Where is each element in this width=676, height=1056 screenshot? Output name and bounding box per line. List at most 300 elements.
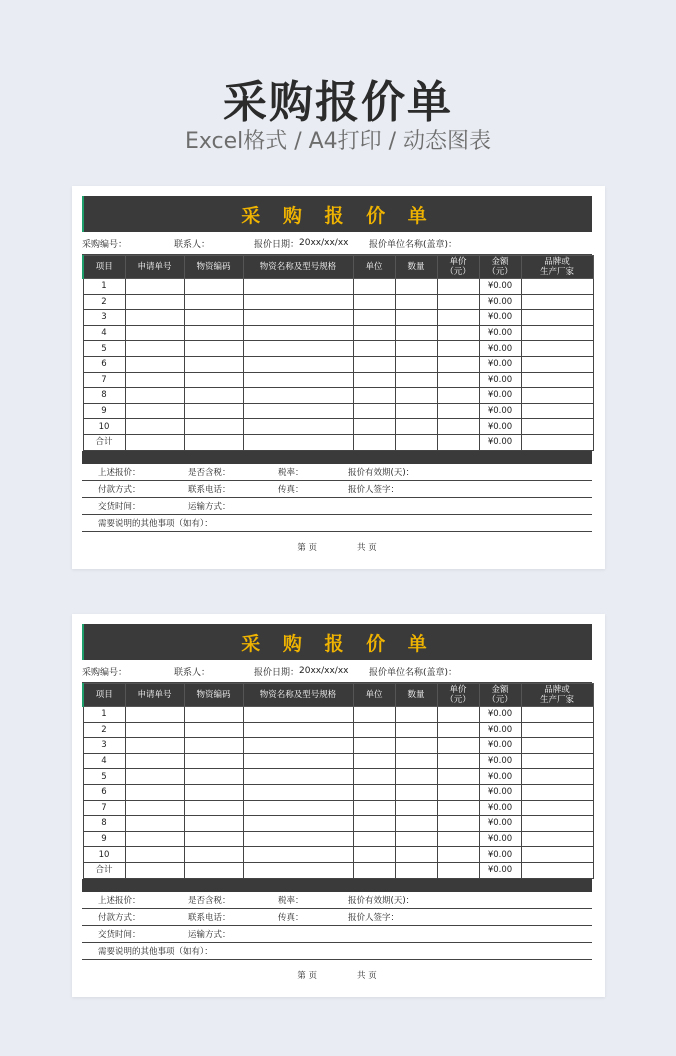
empty-cell[interactable] — [125, 356, 184, 372]
empty-cell[interactable] — [395, 325, 437, 341]
empty-cell[interactable] — [395, 403, 437, 419]
item-cell[interactable]: 3 — [83, 738, 125, 754]
item-cell[interactable]: 合计 — [83, 862, 125, 878]
empty-cell[interactable] — [521, 816, 593, 832]
empty-cell[interactable] — [184, 738, 243, 754]
item-cell[interactable]: 8 — [83, 816, 125, 832]
amount-cell[interactable]: ¥0.00 — [479, 356, 521, 372]
other-notes-label: 需要说明的其他事项（如有）： — [98, 946, 213, 957]
empty-cell[interactable] — [184, 434, 243, 450]
item-cell[interactable]: 8 — [83, 388, 125, 404]
empty-cell[interactable] — [353, 310, 395, 326]
item-cell[interactable]: 3 — [83, 310, 125, 326]
empty-cell[interactable] — [125, 325, 184, 341]
item-cell[interactable]: 9 — [83, 831, 125, 847]
info-row-quote — [82, 464, 592, 481]
quote-table — [82, 255, 594, 451]
empty-cell[interactable] — [437, 372, 479, 388]
table-row — [83, 722, 593, 738]
empty-cell[interactable] — [437, 722, 479, 738]
column-header: 金额 （元） — [479, 256, 521, 279]
empty-cell[interactable] — [184, 831, 243, 847]
item-cell[interactable]: 4 — [83, 325, 125, 341]
validity-label: 报价有效期(天)： — [348, 895, 415, 906]
empty-cell[interactable] — [184, 310, 243, 326]
empty-cell[interactable] — [521, 738, 593, 754]
empty-cell[interactable] — [125, 310, 184, 326]
empty-cell[interactable] — [243, 403, 353, 419]
column-header: 单价 （元） — [437, 684, 479, 707]
empty-cell[interactable] — [243, 722, 353, 738]
empty-cell[interactable] — [521, 707, 593, 723]
amount-cell[interactable]: ¥0.00 — [479, 800, 521, 816]
empty-cell[interactable] — [243, 341, 353, 357]
contact-label: 联系人： — [174, 667, 211, 678]
quote-date-label: 报价日期： — [254, 667, 300, 678]
amount-cell[interactable]: ¥0.00 — [479, 341, 521, 357]
empty-cell[interactable] — [243, 738, 353, 754]
empty-cell[interactable] — [184, 707, 243, 723]
empty-cell[interactable] — [395, 862, 437, 878]
empty-cell[interactable] — [521, 388, 593, 404]
empty-cell[interactable] — [437, 325, 479, 341]
amount-cell[interactable]: ¥0.00 — [479, 753, 521, 769]
amount-cell[interactable]: ¥0.00 — [479, 419, 521, 435]
item-cell[interactable]: 9 — [83, 403, 125, 419]
amount-cell[interactable]: ¥0.00 — [479, 279, 521, 295]
column-header: 物资名称及型号规格 — [243, 256, 353, 279]
page-current: 第 页 — [297, 970, 317, 981]
company-label: 报价单位名称(盖章)： — [369, 239, 458, 250]
empty-cell[interactable] — [395, 722, 437, 738]
info-row-payment — [82, 481, 592, 498]
delivery-time-label: 交货时间： — [98, 501, 141, 512]
empty-cell[interactable] — [184, 769, 243, 785]
empty-cell[interactable] — [243, 434, 353, 450]
amount-cell[interactable]: ¥0.00 — [479, 816, 521, 832]
empty-cell[interactable] — [521, 722, 593, 738]
empty-cell[interactable] — [184, 784, 243, 800]
empty-cell[interactable] — [353, 419, 395, 435]
page-footer — [82, 960, 592, 990]
empty-cell[interactable] — [353, 800, 395, 816]
page-footer — [82, 532, 592, 562]
page-total: 共 页 — [357, 542, 377, 553]
empty-cell[interactable] — [353, 862, 395, 878]
amount-cell[interactable]: ¥0.00 — [479, 769, 521, 785]
section-divider — [82, 879, 592, 892]
empty-cell[interactable] — [125, 294, 184, 310]
empty-cell[interactable] — [437, 800, 479, 816]
table-row — [83, 325, 593, 341]
empty-cell[interactable] — [125, 434, 184, 450]
empty-cell[interactable] — [437, 434, 479, 450]
quote-date-value: 20xx/xx/xx — [299, 238, 349, 248]
empty-cell[interactable] — [243, 784, 353, 800]
empty-cell[interactable] — [437, 356, 479, 372]
item-cell[interactable]: 7 — [83, 372, 125, 388]
empty-cell[interactable] — [125, 722, 184, 738]
empty-cell[interactable] — [184, 753, 243, 769]
table-row — [83, 419, 593, 435]
column-header: 数量 — [395, 256, 437, 279]
column-header: 申请单号 — [125, 684, 184, 707]
quote-form — [82, 196, 592, 562]
empty-cell[interactable] — [125, 847, 184, 863]
empty-cell[interactable] — [395, 434, 437, 450]
empty-cell[interactable] — [243, 372, 353, 388]
empty-cell[interactable] — [437, 738, 479, 754]
item-cell[interactable]: 2 — [83, 722, 125, 738]
empty-cell[interactable] — [353, 707, 395, 723]
amount-cell[interactable]: ¥0.00 — [479, 707, 521, 723]
empty-cell[interactable] — [521, 831, 593, 847]
empty-cell[interactable] — [395, 388, 437, 404]
empty-cell[interactable] — [243, 325, 353, 341]
empty-cell[interactable] — [125, 419, 184, 435]
quote-table — [82, 683, 594, 879]
table-row — [83, 707, 593, 723]
amount-cell[interactable]: ¥0.00 — [479, 434, 521, 450]
item-cell[interactable]: 7 — [83, 800, 125, 816]
empty-cell[interactable] — [243, 419, 353, 435]
empty-cell[interactable] — [125, 372, 184, 388]
empty-cell[interactable] — [521, 419, 593, 435]
empty-cell[interactable] — [184, 847, 243, 863]
item-cell[interactable]: 1 — [83, 279, 125, 295]
empty-cell[interactable] — [437, 294, 479, 310]
empty-cell[interactable] — [184, 279, 243, 295]
empty-cell[interactable] — [395, 707, 437, 723]
empty-cell[interactable] — [437, 419, 479, 435]
table-row — [83, 831, 593, 847]
info-row-quote — [82, 892, 592, 909]
item-cell[interactable]: 1 — [83, 707, 125, 723]
empty-cell[interactable] — [437, 279, 479, 295]
empty-cell[interactable] — [437, 388, 479, 404]
quote-date-label: 报价日期： — [254, 239, 300, 250]
empty-cell[interactable] — [395, 279, 437, 295]
empty-cell[interactable] — [437, 707, 479, 723]
table-row — [83, 279, 593, 295]
empty-cell[interactable] — [395, 419, 437, 435]
info-row-other — [82, 515, 592, 532]
amount-cell[interactable]: ¥0.00 — [479, 403, 521, 419]
empty-cell[interactable] — [243, 753, 353, 769]
empty-cell[interactable] — [184, 722, 243, 738]
empty-cell[interactable] — [243, 847, 353, 863]
column-header: 数量 — [395, 684, 437, 707]
table-body — [83, 279, 593, 451]
empty-cell[interactable] — [243, 294, 353, 310]
table-header-row — [83, 256, 593, 279]
empty-cell[interactable] — [437, 341, 479, 357]
info-row-payment — [82, 909, 592, 926]
quote-sheet-2 — [72, 614, 605, 997]
item-cell[interactable]: 6 — [83, 356, 125, 372]
empty-cell[interactable] — [395, 816, 437, 832]
empty-cell[interactable] — [125, 753, 184, 769]
table-row — [83, 356, 593, 372]
empty-cell[interactable] — [353, 753, 395, 769]
table-body — [83, 707, 593, 879]
empty-cell[interactable] — [243, 310, 353, 326]
phone-label: 联系电话： — [188, 912, 231, 923]
column-header: 品牌或 生产厂家 — [521, 256, 593, 279]
table-row — [83, 769, 593, 785]
column-header: 物资编码 — [184, 684, 243, 707]
empty-cell[interactable] — [395, 310, 437, 326]
empty-cell[interactable] — [395, 831, 437, 847]
empty-cell[interactable] — [184, 403, 243, 419]
column-header: 项目 — [83, 684, 125, 707]
empty-cell[interactable] — [243, 356, 353, 372]
item-cell[interactable]: 4 — [83, 753, 125, 769]
tax-rate-label: 税率： — [278, 895, 304, 906]
table-row — [83, 816, 593, 832]
fax-label: 传真： — [278, 912, 304, 923]
quote-above-label: 上述报价： — [98, 467, 141, 478]
empty-cell[interactable] — [353, 831, 395, 847]
empty-cell[interactable] — [395, 769, 437, 785]
empty-cell[interactable] — [521, 403, 593, 419]
amount-cell[interactable]: ¥0.00 — [479, 294, 521, 310]
amount-cell[interactable]: ¥0.00 — [479, 831, 521, 847]
empty-cell[interactable] — [353, 403, 395, 419]
empty-cell[interactable] — [395, 738, 437, 754]
empty-cell[interactable] — [125, 769, 184, 785]
column-header: 物资编码 — [184, 256, 243, 279]
item-cell[interactable]: 2 — [83, 294, 125, 310]
empty-cell[interactable] — [353, 341, 395, 357]
amount-cell[interactable]: ¥0.00 — [479, 372, 521, 388]
form-meta-row — [82, 232, 592, 255]
empty-cell[interactable] — [437, 847, 479, 863]
empty-cell[interactable] — [395, 372, 437, 388]
empty-cell[interactable] — [243, 800, 353, 816]
table-row — [83, 294, 593, 310]
empty-cell[interactable] — [437, 862, 479, 878]
form-meta-row — [82, 660, 592, 683]
column-header: 金额 （元） — [479, 684, 521, 707]
other-notes-label: 需要说明的其他事项（如有）： — [98, 518, 213, 529]
table-row — [83, 372, 593, 388]
empty-cell[interactable] — [125, 707, 184, 723]
item-cell[interactable]: 10 — [83, 847, 125, 863]
payment-label: 付款方式： — [98, 484, 141, 495]
table-row — [83, 753, 593, 769]
empty-cell[interactable] — [353, 325, 395, 341]
company-label: 报价单位名称(盖章)： — [369, 667, 458, 678]
empty-cell[interactable] — [353, 738, 395, 754]
hero-title: 采购报价单 — [223, 77, 453, 128]
empty-cell[interactable] — [395, 800, 437, 816]
phone-label: 联系电话： — [188, 484, 231, 495]
table-row — [83, 862, 593, 878]
empty-cell[interactable] — [184, 372, 243, 388]
column-header: 项目 — [83, 256, 125, 279]
empty-cell[interactable] — [437, 753, 479, 769]
empty-cell[interactable] — [125, 784, 184, 800]
empty-cell[interactable] — [353, 816, 395, 832]
shipping-label: 运输方式： — [188, 501, 231, 512]
empty-cell[interactable] — [521, 753, 593, 769]
table-row — [83, 388, 593, 404]
empty-cell[interactable] — [243, 279, 353, 295]
empty-cell[interactable] — [125, 816, 184, 832]
empty-cell[interactable] — [184, 294, 243, 310]
column-header: 品牌或 生产厂家 — [521, 684, 593, 707]
purchase-no-label: 采购编号： — [82, 667, 128, 678]
empty-cell[interactable] — [437, 310, 479, 326]
amount-cell[interactable]: ¥0.00 — [479, 784, 521, 800]
empty-cell[interactable] — [125, 738, 184, 754]
quote-date-value: 20xx/xx/xx — [299, 666, 349, 676]
empty-cell[interactable] — [353, 279, 395, 295]
empty-cell[interactable] — [353, 434, 395, 450]
empty-cell[interactable] — [395, 753, 437, 769]
empty-cell[interactable] — [184, 356, 243, 372]
empty-cell[interactable] — [243, 388, 353, 404]
empty-cell[interactable] — [521, 372, 593, 388]
empty-cell[interactable] — [521, 294, 593, 310]
empty-cell[interactable] — [243, 707, 353, 723]
amount-cell[interactable]: ¥0.00 — [479, 388, 521, 404]
empty-cell[interactable] — [353, 847, 395, 863]
shipping-label: 运输方式： — [188, 929, 231, 940]
empty-cell[interactable] — [353, 784, 395, 800]
amount-cell[interactable]: ¥0.00 — [479, 738, 521, 754]
empty-cell[interactable] — [521, 769, 593, 785]
empty-cell[interactable] — [521, 356, 593, 372]
amount-cell[interactable]: ¥0.00 — [479, 862, 521, 878]
empty-cell[interactable] — [243, 831, 353, 847]
empty-cell[interactable] — [353, 769, 395, 785]
empty-cell[interactable] — [521, 325, 593, 341]
page-current: 第 页 — [297, 542, 317, 553]
empty-cell[interactable] — [243, 862, 353, 878]
tax-included-label: 是否含税： — [188, 895, 231, 906]
empty-cell[interactable] — [184, 862, 243, 878]
table-row — [83, 310, 593, 326]
empty-cell[interactable] — [395, 784, 437, 800]
table-row — [83, 738, 593, 754]
empty-cell[interactable] — [184, 388, 243, 404]
item-cell[interactable]: 6 — [83, 784, 125, 800]
empty-cell[interactable] — [521, 784, 593, 800]
item-cell[interactable]: 5 — [83, 769, 125, 785]
table-row — [83, 341, 593, 357]
page-total: 共 页 — [357, 970, 377, 981]
empty-cell[interactable] — [125, 831, 184, 847]
column-header: 单价 （元） — [437, 256, 479, 279]
empty-cell[interactable] — [521, 279, 593, 295]
signature-label: 报价人签字： — [348, 912, 400, 923]
purchase-no-label: 采购编号： — [82, 239, 128, 250]
empty-cell[interactable] — [521, 800, 593, 816]
empty-cell[interactable] — [437, 784, 479, 800]
table-row — [83, 847, 593, 863]
column-header: 单位 — [353, 256, 395, 279]
empty-cell[interactable] — [243, 769, 353, 785]
empty-cell[interactable] — [184, 800, 243, 816]
signature-label: 报价人签字： — [348, 484, 400, 495]
empty-cell[interactable] — [353, 388, 395, 404]
empty-cell[interactable] — [521, 434, 593, 450]
table-row — [83, 800, 593, 816]
amount-cell[interactable]: ¥0.00 — [479, 325, 521, 341]
empty-cell[interactable] — [395, 341, 437, 357]
column-header: 物资名称及型号规格 — [243, 684, 353, 707]
empty-cell[interactable] — [395, 847, 437, 863]
empty-cell[interactable] — [184, 325, 243, 341]
empty-cell[interactable] — [353, 722, 395, 738]
item-cell[interactable]: 10 — [83, 419, 125, 435]
table-row — [83, 403, 593, 419]
amount-cell[interactable]: ¥0.00 — [479, 847, 521, 863]
empty-cell[interactable] — [125, 279, 184, 295]
empty-cell[interactable] — [521, 862, 593, 878]
empty-cell[interactable] — [353, 356, 395, 372]
fax-label: 传真： — [278, 484, 304, 495]
amount-cell[interactable]: ¥0.00 — [479, 310, 521, 326]
empty-cell[interactable] — [395, 294, 437, 310]
tax-rate-label: 税率： — [278, 467, 304, 478]
payment-label: 付款方式： — [98, 912, 141, 923]
empty-cell[interactable] — [353, 294, 395, 310]
empty-cell[interactable] — [125, 388, 184, 404]
empty-cell[interactable] — [437, 831, 479, 847]
empty-cell[interactable] — [395, 356, 437, 372]
validity-label: 报价有效期(天)： — [348, 467, 415, 478]
empty-cell[interactable] — [437, 816, 479, 832]
tax-included-label: 是否含税： — [188, 467, 231, 478]
empty-cell[interactable] — [521, 341, 593, 357]
empty-cell[interactable] — [184, 816, 243, 832]
table-row — [83, 434, 593, 450]
empty-cell[interactable] — [521, 310, 593, 326]
form-title: 采 购 报 价 单 — [82, 624, 592, 660]
empty-cell[interactable] — [125, 862, 184, 878]
delivery-time-label: 交货时间： — [98, 929, 141, 940]
empty-cell[interactable] — [521, 847, 593, 863]
empty-cell[interactable] — [437, 403, 479, 419]
empty-cell[interactable] — [243, 816, 353, 832]
empty-cell[interactable] — [184, 419, 243, 435]
table-header-row — [83, 684, 593, 707]
info-row-delivery — [82, 498, 592, 515]
empty-cell[interactable] — [125, 403, 184, 419]
hero-subtitle: Excel格式 / A4打印 / 动态图表 — [184, 129, 492, 154]
quote-form — [82, 624, 592, 990]
quote-sheet-1 — [72, 186, 605, 569]
info-row-other — [82, 943, 592, 960]
empty-cell[interactable] — [184, 341, 243, 357]
column-header: 单位 — [353, 684, 395, 707]
info-row-delivery — [82, 926, 592, 943]
empty-cell[interactable] — [125, 341, 184, 357]
form-title: 采 购 报 价 单 — [82, 196, 592, 232]
quote-above-label: 上述报价： — [98, 895, 141, 906]
item-cell[interactable]: 5 — [83, 341, 125, 357]
empty-cell[interactable] — [125, 800, 184, 816]
empty-cell[interactable] — [353, 372, 395, 388]
item-cell[interactable]: 合计 — [83, 434, 125, 450]
column-header: 申请单号 — [125, 256, 184, 279]
empty-cell[interactable] — [437, 769, 479, 785]
table-row — [83, 784, 593, 800]
amount-cell[interactable]: ¥0.00 — [479, 722, 521, 738]
